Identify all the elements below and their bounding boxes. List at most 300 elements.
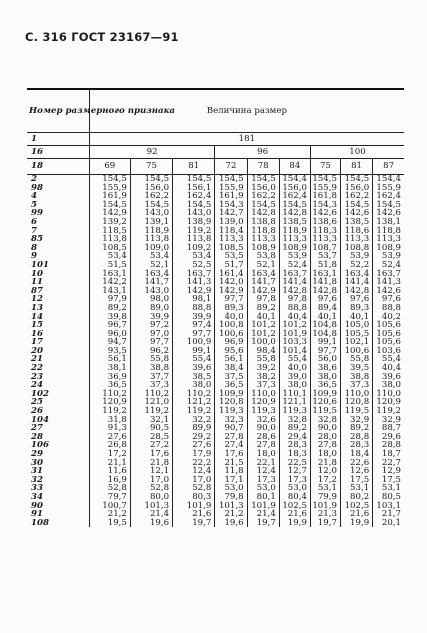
table-row: [27, 252, 404, 261]
table-cell: 39,0: [279, 373, 310, 382]
table-cell: 118,8: [247, 227, 279, 236]
row-label: 16: [27, 146, 89, 159]
table-cell: 17,1: [215, 476, 247, 485]
table-cell: 121,0: [130, 398, 172, 407]
table-cell: 139,1: [130, 218, 172, 227]
table-cell: 156,1: [173, 184, 215, 193]
table-cell: 97,7: [173, 330, 215, 339]
table-cell: 120,6: [310, 398, 340, 407]
table-cell: 52,4: [279, 261, 310, 270]
table-cell: 156,0: [247, 184, 279, 193]
table-cell: 53,4: [173, 252, 215, 261]
table-cell: 32,8: [310, 416, 340, 425]
table-cell: 22,5: [279, 459, 310, 468]
table-cell: 108,9: [373, 244, 404, 253]
table-cell: 142,8: [279, 209, 310, 218]
row-label: 29: [31, 449, 43, 459]
table-cell: 39,9: [130, 313, 172, 322]
row-label: 7: [31, 225, 37, 236]
table-cell: 17,3: [247, 476, 279, 485]
table-cell: 28,0: [310, 433, 340, 442]
table-row: [27, 459, 404, 468]
table-cell: 98,0: [130, 295, 172, 304]
table-cell: 162,2: [340, 192, 372, 201]
table-cell: 56,0: [310, 355, 340, 364]
table-cell: 143,0: [130, 287, 172, 296]
table-cell: 28,3: [340, 441, 372, 450]
table-row: [27, 304, 404, 313]
table-cell: 163,7: [173, 270, 215, 279]
table-cell: 32,8: [279, 416, 310, 425]
table-cell: 89,2: [279, 424, 310, 433]
table-cell: 119,5: [310, 407, 340, 416]
table-cell: 17,6: [130, 450, 172, 459]
table-cell: 163,1: [310, 270, 340, 279]
table-cell: 37,3: [247, 381, 279, 390]
table-cell: 161,8: [310, 192, 340, 201]
table-cell: 154,4: [279, 175, 310, 184]
table-cell: 36,9: [89, 373, 130, 382]
row-label: 17: [31, 337, 43, 348]
table-cell: 55,4: [373, 355, 404, 364]
table-cell: 32,6: [247, 416, 279, 425]
table-cell: 28,5: [130, 433, 172, 442]
row-label: 108: [31, 517, 49, 528]
table-cell: 162,2: [247, 192, 279, 201]
rowhead-title: Номер размерного признака: [27, 89, 89, 133]
row-label: 18: [27, 159, 89, 175]
table-cell: 120,9: [247, 398, 279, 407]
row-label: 8: [31, 242, 37, 253]
table-cell: 37,3: [130, 381, 172, 390]
table-cell: 12,9: [373, 467, 404, 476]
table-row: [27, 467, 404, 476]
table-cell: 103,3: [279, 338, 310, 347]
table-cell: 155,9: [310, 184, 340, 193]
row-label: 25: [31, 397, 43, 408]
table-cell: 121,1: [279, 398, 310, 407]
row-label: 23: [31, 371, 43, 382]
table-cell: 52,4: [373, 261, 404, 270]
table-cell: 96,0: [89, 330, 130, 339]
table-cell: 21,2: [215, 510, 247, 519]
table-cell: 36,5: [310, 381, 340, 390]
table-cell: 55,8: [247, 355, 279, 364]
table-cell: 40,0: [215, 313, 247, 322]
row-label: 14: [31, 311, 43, 322]
table-cell: 163,7: [279, 270, 310, 279]
table-cell: 40,1: [340, 313, 372, 322]
table-cell: 18,0: [247, 450, 279, 459]
table-cell: 141,4: [340, 278, 372, 287]
table-cell: 97,7: [310, 347, 340, 356]
table-cell: 109,2: [173, 244, 215, 253]
table-cell: 118,9: [279, 227, 310, 236]
table-cell: 17,6: [215, 450, 247, 459]
table-cell: 40,0: [279, 364, 310, 373]
table-row: [27, 364, 404, 373]
table-cell: 113,8: [89, 235, 130, 244]
table-cell: 52,8: [130, 484, 172, 493]
table-cell: 139,2: [89, 218, 130, 227]
table-cell: 161,4: [215, 270, 247, 279]
table-cell: 142,8: [340, 287, 372, 296]
row-label: 5: [31, 199, 37, 210]
table-cell: 21,6: [173, 510, 215, 519]
table-cell: 154,5: [173, 175, 215, 184]
column-header: 81: [340, 159, 372, 175]
table-cell: 53,7: [310, 252, 340, 261]
table-cell: 55,8: [130, 355, 172, 364]
table-cell: 27,6: [173, 441, 215, 450]
row-label: 104: [31, 414, 49, 425]
table-cell: 100,6: [215, 330, 247, 339]
table-cell: 39,6: [173, 364, 215, 373]
table-cell: 38,2: [247, 373, 279, 382]
table-cell: 22,1: [247, 459, 279, 468]
table-cell: 17,9: [173, 450, 215, 459]
table-cell: 118,9: [130, 227, 172, 236]
table-cell: 40,4: [373, 364, 404, 373]
table-cell: 96,9: [215, 338, 247, 347]
table-cell: 120,8: [215, 398, 247, 407]
table-cell: 21,1: [89, 459, 130, 468]
table-cell: 142,9: [215, 287, 247, 296]
table-cell: 119,2: [89, 407, 130, 416]
table-cell: 31,8: [89, 416, 130, 425]
table-cell: 163,4: [247, 270, 279, 279]
table-cell: 141,3: [373, 278, 404, 287]
table-cell: 52,8: [89, 484, 130, 493]
table-cell: 29,4: [279, 433, 310, 442]
table-row: [27, 295, 404, 304]
row-label: 106: [31, 440, 49, 451]
header-row-1: [27, 133, 404, 146]
table-cell: 142,8: [310, 287, 340, 296]
table-cell: 154,3: [310, 201, 340, 210]
table-cell: 89,4: [310, 304, 340, 313]
table-cell: 94,7: [89, 338, 130, 347]
table-cell: 101,2: [247, 330, 279, 339]
table-cell: 79,8: [215, 493, 247, 502]
table-cell: 110,2: [173, 390, 215, 399]
table-cell: 12,0: [310, 467, 340, 476]
table-cell: 100,7: [89, 502, 130, 511]
table-cell: 102,5: [340, 502, 372, 511]
row-label: 102: [31, 388, 49, 399]
table-cell: 21,7: [373, 510, 404, 519]
table-cell: 12,7: [279, 467, 310, 476]
table-cell: 163,4: [130, 270, 172, 279]
table-cell: 55,8: [340, 355, 372, 364]
table-cell: 53,5: [215, 252, 247, 261]
group-header: 92: [89, 146, 215, 159]
table-cell: 36,5: [215, 381, 247, 390]
table-cell: 29,2: [173, 433, 215, 442]
caption-row: [27, 89, 404, 133]
table-cell: 17,0: [173, 476, 215, 485]
table-cell: 32,2: [173, 416, 215, 425]
table-cell: 143,1: [89, 287, 130, 296]
table-cell: 100,6: [340, 347, 372, 356]
table-cell: 17,2: [310, 476, 340, 485]
table-cell: 80,3: [173, 493, 215, 502]
table-cell: 119,2: [173, 407, 215, 416]
table-cell: 21,4: [130, 510, 172, 519]
table-cell: 19,7: [310, 519, 340, 528]
table-cell: 17,2: [89, 450, 130, 459]
table-cell: 53,1: [373, 484, 404, 493]
table-cell: 53,0: [279, 484, 310, 493]
table-cell: 37,7: [130, 373, 172, 382]
table-cell: 39,6: [373, 373, 404, 382]
table-cell: 28,8: [340, 433, 372, 442]
table-cell: 97,9: [89, 295, 130, 304]
table-cell: 90,7: [215, 424, 247, 433]
table-cell: 55,4: [173, 355, 215, 364]
table-cell: 119,3: [215, 407, 247, 416]
table-cell: 154,5: [310, 175, 340, 184]
row-label: 4: [31, 191, 37, 202]
table-cell: 97,6: [310, 295, 340, 304]
table-cell: 118,8: [373, 227, 404, 236]
header-row-3: [27, 159, 404, 175]
table-cell: 56,1: [89, 355, 130, 364]
table-row: [27, 502, 404, 511]
row-label: 28: [31, 431, 43, 442]
table-cell: 108,7: [310, 244, 340, 253]
table-cell: 19,6: [130, 519, 172, 528]
table-cell: 96,7: [89, 321, 130, 330]
table-cell: 27,8: [247, 441, 279, 450]
table-cell: 142,6: [310, 209, 340, 218]
table-cell: 53,8: [247, 252, 279, 261]
table-row: [27, 510, 404, 519]
table-cell: 97,0: [130, 330, 172, 339]
table-cell: 99,1: [173, 347, 215, 356]
table-cell: 40,4: [279, 313, 310, 322]
table-cell: 79,7: [89, 493, 130, 502]
row-label: 34: [31, 491, 43, 502]
table-cell: 89,2: [247, 304, 279, 313]
table-cell: 97,8: [279, 295, 310, 304]
table-cell: 18,3: [279, 450, 310, 459]
table-cell: 155,9: [215, 184, 247, 193]
table-cell: 40,1: [247, 313, 279, 322]
row-label: 22: [31, 363, 43, 374]
table-cell: 53,4: [89, 252, 130, 261]
table-cell: 154,5: [130, 201, 172, 210]
table-cell: 36,5: [89, 381, 130, 390]
table-cell: 91,3: [89, 424, 130, 433]
column-header: 75: [130, 159, 172, 175]
table-cell: 19,5: [89, 519, 130, 528]
table-cell: 143,0: [130, 209, 172, 218]
table-cell: 29,6: [373, 433, 404, 442]
table-cell: 120,9: [373, 398, 404, 407]
row-label: 91: [31, 509, 43, 520]
table-cell: 89,2: [340, 424, 372, 433]
table-cell: 110,0: [340, 390, 372, 399]
table-cell: 109,0: [130, 244, 172, 253]
table-cell: 120,9: [89, 398, 130, 407]
row-label: 21: [31, 354, 43, 365]
table-cell: 101,9: [310, 502, 340, 511]
table-cell: 156,0: [279, 184, 310, 193]
table-cell: 142,2: [89, 278, 130, 287]
group-header: 96: [215, 146, 311, 159]
table-cell: 100,8: [215, 321, 247, 330]
table-cell: 138,8: [247, 218, 279, 227]
table-cell: 19,9: [279, 519, 310, 528]
table-cell: 113,3: [310, 235, 340, 244]
table-cell: 51,7: [215, 261, 247, 270]
table-cell: 38,8: [130, 364, 172, 373]
table-cell: 154,5: [89, 201, 130, 210]
table-cell: 88,8: [373, 304, 404, 313]
row-label: 90: [31, 500, 43, 511]
table-cell: 16,9: [89, 476, 130, 485]
table-cell: 52,8: [173, 484, 215, 493]
table-cell: 32,3: [215, 416, 247, 425]
table-cell: 101,9: [173, 502, 215, 511]
table-cell: 89,3: [340, 304, 372, 313]
table-cell: 101,2: [247, 321, 279, 330]
table-row: [27, 433, 404, 442]
table-cell: 38,4: [215, 364, 247, 373]
table-cell: 52,1: [130, 261, 172, 270]
table-cell: 27,2: [130, 441, 172, 450]
table-cell: 39,9: [173, 313, 215, 322]
table-cell: 55,4: [279, 355, 310, 364]
table-cell: 21,8: [130, 459, 172, 468]
table-cell: 18,7: [373, 450, 404, 459]
row-label: 13: [31, 302, 43, 313]
table-cell: 38,0: [310, 373, 340, 382]
table-cell: 154,5: [340, 201, 372, 210]
table-cell: 154,3: [215, 201, 247, 210]
row-label: 27: [31, 423, 43, 434]
table-cell: 154,5: [247, 201, 279, 210]
table-cell: 138,6: [310, 218, 340, 227]
table-cell: 51,5: [89, 261, 130, 270]
table-cell: 53,0: [247, 484, 279, 493]
row-label: 85: [31, 234, 43, 245]
table-cell: 11,8: [215, 467, 247, 476]
table-cell: 38,5: [173, 373, 215, 382]
table-cell: 104,8: [310, 321, 340, 330]
table-cell: 38,0: [173, 381, 215, 390]
column-header: 84: [279, 159, 310, 175]
table-cell: 17,0: [130, 476, 172, 485]
table-cell: 80,1: [247, 493, 279, 502]
row-label: 98: [31, 182, 43, 193]
table-row: [27, 407, 404, 416]
table-cell: 119,3: [279, 407, 310, 416]
table-cell: 118,4: [215, 227, 247, 236]
table-row: [27, 244, 404, 253]
table-row: [27, 450, 404, 459]
table-cell: 12,6: [340, 467, 372, 476]
table-cell: 102,1: [340, 338, 372, 347]
table-cell: 119,2: [130, 407, 172, 416]
table-cell: 28,8: [373, 441, 404, 450]
table-cell: 154,5: [89, 175, 130, 184]
group-header: 181: [89, 133, 404, 146]
table-cell: 163,1: [89, 270, 130, 279]
table-cell: 38,6: [310, 364, 340, 373]
table-row: [27, 287, 404, 296]
table-cell: 110,2: [89, 390, 130, 399]
table-cell: 98,1: [173, 295, 215, 304]
table-cell: 53,4: [130, 252, 172, 261]
row-label: 24: [31, 380, 43, 391]
table-cell: 80,0: [130, 493, 172, 502]
table-body: [27, 89, 404, 527]
table-cell: 142,0: [215, 278, 247, 287]
table-cell: 38,8: [340, 373, 372, 382]
table-cell: 21,6: [340, 510, 372, 519]
table-cell: 26,8: [89, 441, 130, 450]
table-cell: 121,2: [173, 398, 215, 407]
table-cell: 108,5: [89, 244, 130, 253]
table-cell: 119,3: [247, 407, 279, 416]
table-row: [27, 441, 404, 450]
table-cell: 96,2: [130, 347, 172, 356]
table-cell: 105,6: [373, 338, 404, 347]
table-cell: 155,9: [373, 184, 404, 193]
table-cell: 39,8: [89, 313, 130, 322]
table-cell: 138,5: [340, 218, 372, 227]
table-cell: 113,8: [130, 235, 172, 244]
table-cell: 105,0: [340, 321, 372, 330]
table-cell: 142,9: [247, 287, 279, 296]
table-cell: 18,4: [340, 450, 372, 459]
table-cell: 97,8: [247, 295, 279, 304]
table-row: [27, 416, 404, 425]
table-cell: 52,2: [340, 261, 372, 270]
table-cell: 21,3: [310, 510, 340, 519]
table-row: [27, 424, 404, 433]
table-cell: 113,3: [279, 235, 310, 244]
table-cell: 108,9: [279, 244, 310, 253]
column-header: 69: [89, 159, 130, 175]
table-cell: 154,5: [130, 175, 172, 184]
table-cell: 109,9: [310, 390, 340, 399]
table-cell: 143,0: [173, 209, 215, 218]
table-cell: 97,6: [340, 295, 372, 304]
table-cell: 108,9: [247, 244, 279, 253]
table-cell: 113,3: [340, 235, 372, 244]
table-cell: 21,4: [247, 510, 279, 519]
table-cell: 88,8: [173, 304, 215, 313]
table-row: [27, 476, 404, 485]
table-cell: 53,9: [373, 252, 404, 261]
row-label: 16: [31, 328, 43, 339]
table-cell: 37,5: [215, 373, 247, 382]
table-cell: 101,9: [247, 502, 279, 511]
table-cell: 39,2: [247, 364, 279, 373]
table-cell: 19,7: [173, 519, 215, 528]
table-row: [27, 347, 404, 356]
row-label: 9: [31, 251, 37, 262]
table-cell: 89,2: [89, 304, 130, 313]
table-cell: 89,0: [130, 304, 172, 313]
dimension-table: [27, 88, 404, 527]
table-cell: 155,9: [89, 184, 130, 193]
table-cell: 142,9: [89, 209, 130, 218]
table-cell: 80,5: [373, 493, 404, 502]
